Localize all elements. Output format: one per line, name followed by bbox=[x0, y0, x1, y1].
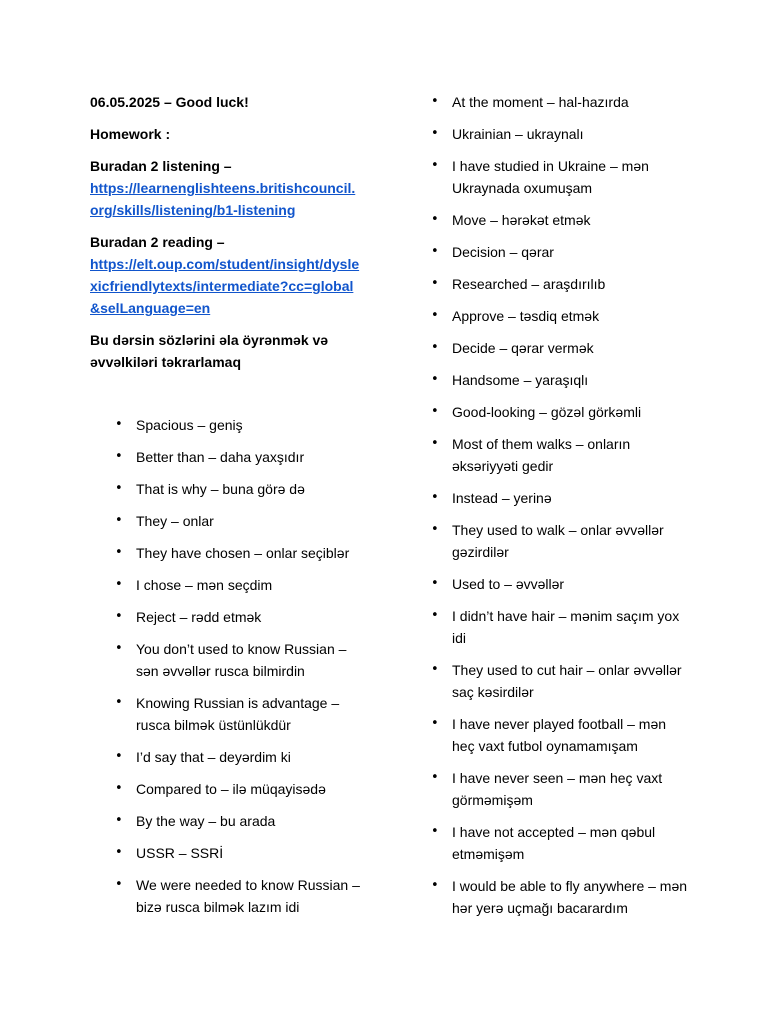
vocab-item: • Knowing Russian is advantage – rusca bilmək üstünlükdür bbox=[136, 692, 366, 736]
vocab-item: • That is why – buna görə də bbox=[136, 478, 366, 500]
listening-label: Buradan 2 listening – bbox=[90, 158, 232, 174]
vocab-item: • They have chosen – onlar seçiblər bbox=[136, 542, 366, 564]
vocab-item: • Handsome – yaraşıqlı bbox=[452, 369, 690, 391]
reading-label: Buradan 2 reading – bbox=[90, 234, 225, 250]
vocab-item: • Used to – əvvəllər bbox=[452, 573, 690, 595]
vocab-item: • Good-looking – gözəl görkəmli bbox=[452, 401, 690, 423]
vocab-item: • Move – hərəkət etmək bbox=[452, 209, 690, 231]
vocab-item: • Approve – təsdiq etmək bbox=[452, 305, 690, 327]
left-column bbox=[90, 91, 360, 383]
vocab-list-right bbox=[430, 91, 690, 919]
vocab-item: • I’d say that – deyərdim ki bbox=[136, 746, 366, 768]
vocab-item: • At the moment – hal-hazırda bbox=[452, 91, 690, 113]
vocab-item: • By the way – bu arada bbox=[136, 810, 366, 832]
vocab-item: • Decision – qərar bbox=[452, 241, 690, 263]
vocab-item: • Better than – daha yaxşıdır bbox=[136, 446, 366, 468]
vocab-item: • Most of them walks – onların əksəriyyəti gedir bbox=[452, 433, 690, 477]
vocab-item: • I chose – mən seçdim bbox=[136, 574, 366, 596]
vocab-item: • Spacious – geniş bbox=[136, 414, 366, 436]
vocab-item: • You don’t used to know Russian – sən əvvəllər rusca bilmirdin bbox=[136, 638, 366, 682]
date-line: 06.05.2025 – Good luck! bbox=[90, 94, 249, 110]
vocab-item: • I have never played football – mən heç vaxt futbol oynamamışam bbox=[452, 713, 690, 757]
vocab-list-left bbox=[136, 414, 366, 928]
vocab-item: • They used to walk – onlar əvvəllər gəzirdilər bbox=[452, 519, 690, 563]
listening-block bbox=[90, 155, 360, 221]
instruction-text: Bu dərsin sözlərini əla öyrənmək və əvvəlkiləri təkrarlamaq bbox=[90, 332, 329, 370]
vocab-item: • I didn’t have hair – mənim saçım yox idi bbox=[452, 605, 690, 649]
right-column bbox=[430, 91, 690, 929]
vocab-item: • They used to cut hair – onlar əvvəllər saç kəsirdilər bbox=[452, 659, 690, 703]
vocab-item: • They – onlar bbox=[136, 510, 366, 532]
vocab-item: • We were needed to know Russian – bizə rusca bilmək lazım idi bbox=[136, 874, 366, 918]
vocab-item: • Compared to – ilə müqayisədə bbox=[136, 778, 366, 800]
vocab-item: • Instead – yerinə bbox=[452, 487, 690, 509]
vocab-item: • I have never seen – mən heç vaxt görməmişəm bbox=[452, 767, 690, 811]
vocab-item: • I have not accepted – mən qəbul etməmişəm bbox=[452, 821, 690, 865]
vocab-item: • Decide – qərar vermək bbox=[452, 337, 690, 359]
listening-link[interactable]: https://learnenglishteens.britishcouncil.org/skills/listening/b1-listening bbox=[90, 180, 356, 218]
vocab-item: • Ukrainian – ukraynalı bbox=[452, 123, 690, 145]
vocab-item: • Reject – rədd etmək bbox=[136, 606, 366, 628]
vocab-item: • Researched – araşdırılıb bbox=[452, 273, 690, 295]
vocab-item: • USSR – SSRİ bbox=[136, 842, 366, 864]
vocab-item: • I would be able to fly anywhere – mən hər yerə uçmağı bacarardım bbox=[452, 875, 690, 919]
reading-block bbox=[90, 231, 360, 319]
reading-link[interactable]: https://elt.oup.com/student/insight/dyslexicfriendlytexts/intermediate?cc=global&selLanguage=en bbox=[90, 256, 360, 316]
vocab-item: • I have studied in Ukraine – mən Ukraynada oxumuşam bbox=[452, 155, 690, 199]
homework-label: Homework : bbox=[90, 126, 171, 142]
